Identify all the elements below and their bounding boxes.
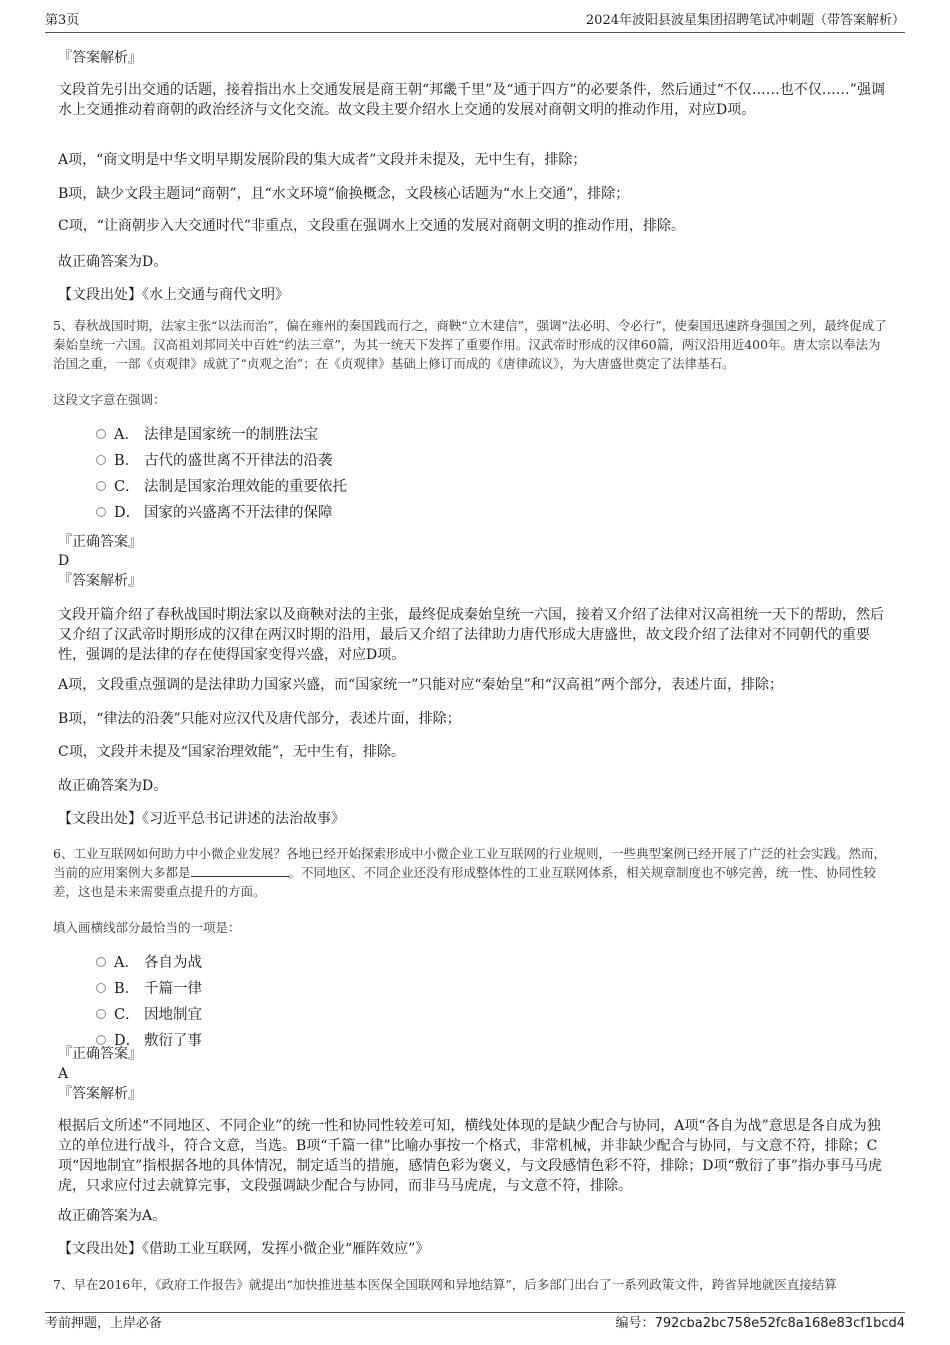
q4-option-c-analysis: C项，“让商朝步入大交通时代”非重点，文段重在强调水上交通的发展对商朝文明的推动作用，排除。 <box>58 218 686 234</box>
q4-analysis-text: 文段首先引出交通的话题，接着指出水上交通发展是商王朝“邦畿千里”及“通于四方”的必要条件，然后通过“不仅……也不仅……”强调水上交通推动着商朝的政治经济与文化交流。故文段主要介绍水上交通的发展对商朝文明的推动作用，对应D项。 <box>58 82 885 118</box>
option-text: 千篇一律 <box>144 981 202 997</box>
option-text: 各自为战 <box>144 955 202 971</box>
q5-conclusion: 故正确答案为D。 <box>58 778 168 794</box>
q6-stem-after: 。不同地区、不同企业还没有形成整体性的工业互联网体系，相关规章制度也不够完善，统一性、协同性较差，这也是未来需要重点提升的方面。 <box>53 865 877 899</box>
page-footer <box>45 1312 905 1335</box>
q5-option-c[interactable] <box>96 476 347 498</box>
q5-stem: 5、春秋战国时期，法家主张“以法而治”，偏在雍州的秦国践而行之，商鞅“立木建信”，强调“法必明、令必行”，使秦国迅速跻身强国之列，最终促成了秦始皇统一六国。汉高祖刘邦同关中百姓“约法三章”，为其一统天下发挥了重要作用。汉武帝时形成的汉律60篇，两汉沿用近400年。唐太宗以奉法为治国之重，一部《贞观律》成就了“贞观之治”；在《贞观律》基础上修订而成的《唐律疏议》，为大唐盛世奠定了法律基石。 <box>53 318 887 371</box>
q4-analysis-label: 『答案解析』 <box>58 50 142 66</box>
radio-icon[interactable] <box>96 455 106 465</box>
q5-answer-label: 『正确答案』 <box>58 534 142 550</box>
q6-analysis-label: 『答案解析』 <box>58 1086 142 1102</box>
q5-option-d[interactable] <box>96 502 333 524</box>
q4-conclusion: 故正确答案为D。 <box>58 254 168 270</box>
radio-icon[interactable] <box>96 507 106 517</box>
option-key: C． <box>114 1007 140 1023</box>
document-title: 2024年波阳县波星集团招聘笔试冲刺题（带答案解析） <box>585 13 905 28</box>
q4-source: 【文段出处】《水上交通与商代文明》 <box>58 287 289 303</box>
radio-icon[interactable] <box>96 1009 106 1019</box>
option-key: A． <box>114 955 139 971</box>
radio-icon[interactable] <box>96 481 106 491</box>
q5-option-a[interactable] <box>96 424 318 446</box>
option-text: 法律是国家统一的制胜法宝 <box>144 427 318 443</box>
option-key: A． <box>114 427 139 443</box>
q5-option-a-analysis: A项，文段重点强调的是法律助力国家兴盛，而“国家统一”只能对应“秦始皇”和“汉高祖”两个部分，表述片面，排除； <box>58 677 784 693</box>
code-label: 编号： <box>615 1316 655 1331</box>
option-text: 古代的盛世离不开律法的沿袭 <box>144 453 333 469</box>
q5-option-b-analysis: B项，“律法的沿袭”只能对应汉代及唐代部分，表述片面，排除； <box>58 711 461 727</box>
q5-source: 【文段出处】《习近平总书记讲述的法治故事》 <box>58 811 345 827</box>
option-text: 因地制宜 <box>144 1007 202 1023</box>
q4-option-a-analysis: A项，“商文明是中华文明早期发展阶段的集大成者”文段并未提及，无中生有，排除； <box>58 152 587 168</box>
q7-stem: 7、早在2016年，《政府工作报告》就提出“加快推进基本医保全国联网和异地结算”，后多部门出台了一系列政策文件，跨省异地就医直接结算 <box>53 1277 837 1292</box>
q6-option-a[interactable] <box>96 952 202 974</box>
option-key: B． <box>114 453 140 469</box>
q5-prompt: 这段文字意在强调： <box>53 392 166 407</box>
q6-analysis-text: 根据后文所述“不同地区、不同企业”的统一性和协同性较差可知，横线处体现的是缺少配合与协同，A项“各自为战”意思是各自成为独立的单位进行战斗，符合文意，当选。B项“千篇一律”比喻办事按一个格式，非常机械，并非缺少配合与协同，与文意不符，排除；C项“因地制宜”指根据各地的具体情况，制定适当的措施，感情色彩为褒义，与文段感情色彩不符，排除；D项“敷衍了事”指办事马马虎虎，只求应付过去就算完事，文段强调缺少配合与协同，而非马马虎虎，与文意不符，排除。 <box>58 1118 882 1194</box>
q6-option-c[interactable] <box>96 1004 202 1026</box>
q5-answer: D <box>58 553 70 569</box>
q5-analysis-text: 文段开篇介绍了春秋战国时期法家以及商鞅对法的主张，最终促成秦始皇统一六国，接着又介绍了法律对汉高祖统一天下的帮助，然后又介绍了汉武帝时期形成的汉律在两汉时期的沿用，最后又介绍了法律助力唐代形成大唐盛世，故文段介绍了法律对不同朝代的重要性，强调的是法律的存在使得国家变得兴盛，对应D项。 <box>58 607 884 663</box>
option-key: B． <box>114 981 140 997</box>
q6-conclusion: 故正确答案为A。 <box>58 1208 167 1224</box>
option-key: D． <box>114 505 141 521</box>
code-value: 792cba2bc758e52fc8a168e83cf1bcd4 <box>654 1316 905 1331</box>
q6-option-b[interactable] <box>96 978 202 1000</box>
page-header <box>45 10 905 33</box>
option-text: 国家的兴盛离不开法律的保障 <box>144 505 333 521</box>
radio-icon[interactable] <box>96 429 106 439</box>
q6-prompt: 填入画横线部分最恰当的一项是： <box>53 920 241 935</box>
q6-stem <box>53 844 893 901</box>
q6-source: 【文段出处】《借助工业互联网，发挥小微企业“雁阵效应”》 <box>58 1241 430 1257</box>
radio-icon[interactable] <box>96 983 106 993</box>
document-code <box>616 1314 905 1334</box>
option-text: 法制是国家治理效能的重要依托 <box>144 479 347 495</box>
radio-icon[interactable] <box>96 957 106 967</box>
fill-in-blank <box>191 864 289 877</box>
q4-option-b-analysis: B项，缺少文段主题词“商朝”，且“水文环境”偷换概念，文段核心话题为“水上交通”，排除； <box>58 186 630 202</box>
option-text: 敷衍了事 <box>144 1033 202 1049</box>
q5-option-b[interactable] <box>96 450 333 472</box>
option-key: C． <box>114 479 140 495</box>
q5-option-c-analysis: C项，文段并未提及“国家治理效能”，无中生有，排除。 <box>58 744 406 760</box>
q6-answer: A <box>58 1066 69 1082</box>
q6-stem-before: 6、工业互联网如何助力中小微企业发展？各地已经开始探索形成中小微企业工业互联网的行业规则，一些典型案例已经开展了广泛的社会实践。然而，当前的应用案例大多都是 <box>53 846 886 880</box>
q5-analysis-label: 『答案解析』 <box>58 573 142 589</box>
option-key: D． <box>114 1033 141 1049</box>
page-number: 第3页 <box>45 13 80 28</box>
footer-slogan: 考前押题，上岸必备 <box>45 1316 163 1331</box>
q6-answer-label: 『正确答案』 <box>58 1046 142 1062</box>
